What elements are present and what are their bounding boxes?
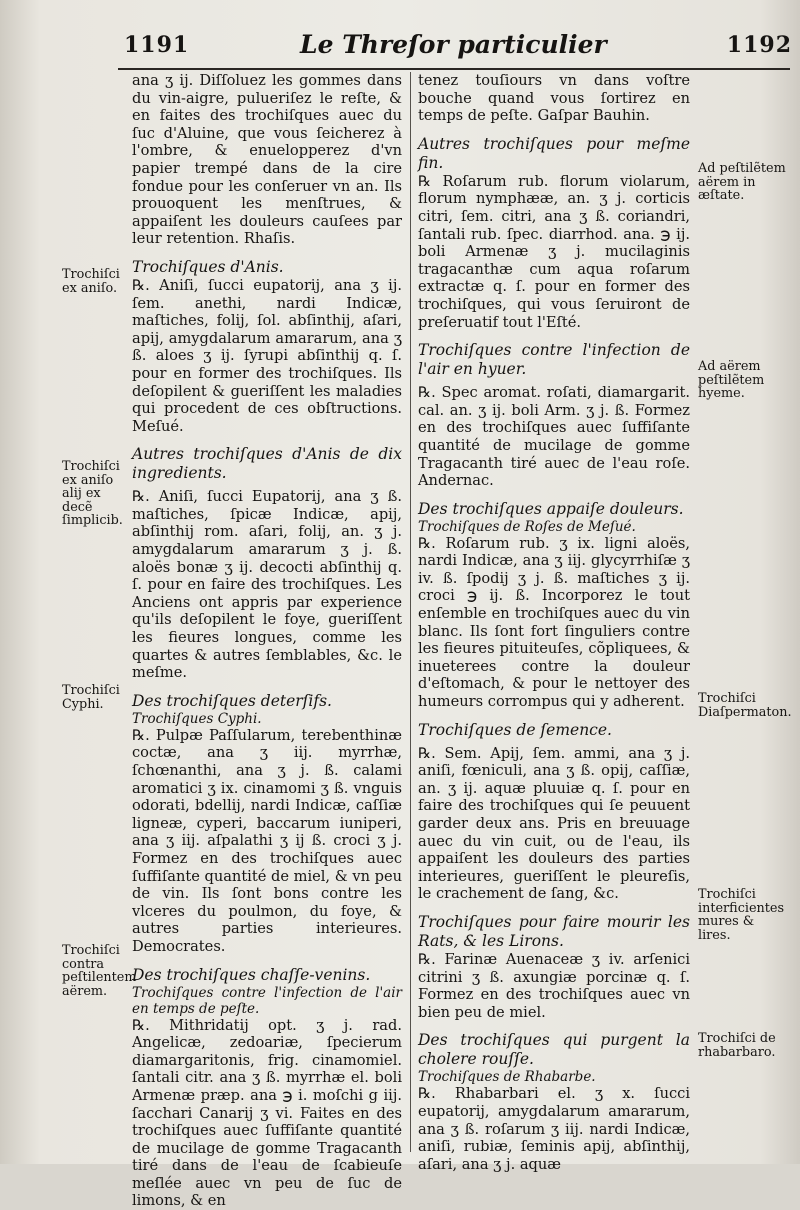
right-page-number: 1192 xyxy=(726,32,792,58)
section-subheading: Trochiſques de Roſes de Meſué. xyxy=(418,518,636,535)
left-column xyxy=(132,72,402,1210)
margin-note: Trochiſci ex aniſo alij ex decẽ ſimplicib. xyxy=(62,459,123,528)
section-subheading: Trochiſques de Rhabarbe. xyxy=(418,1069,596,1086)
margin-note: Trochiſci Diaſpermaton. xyxy=(698,691,792,720)
section-subheading: Trochiſques Cyphi. xyxy=(132,710,262,727)
running-title: Le Threſor particulier xyxy=(300,30,607,59)
page-header xyxy=(0,32,800,68)
section-heading: Autres trochiſques pour meſme fin. xyxy=(418,134,690,172)
margin-note: Ad peſtilẽtem aërem in æſtate. xyxy=(698,161,786,203)
section-heading: Autres trochiſques d'Anis de dix ingredients. xyxy=(132,445,402,483)
paragraph: ℞. Mithridatij opt. ʒ j. rad. Angelicæ, zedoariæ, ſpecierum diamargaritonis, frig. cinamomiel. ſantali citr. ana ʒ ß. myrrhæ el. boli Armenæ præp. ana ℈ i. moſchi g iij. ſacchari Canarij ʒ vi. Faites en des trochiſques auec ſuffiſante quantité de mucilage de gomme Tragacanth tiré dans de l'eau de ſcabieuſe meſlée auec vn peu de ſuc de limons, & en xyxy=(132,1016,402,1210)
right-column xyxy=(418,72,690,1173)
section-heading: Trochiſques d'Anis. xyxy=(132,257,284,276)
margin-note: Trochiſci interficientes mures & lires. xyxy=(698,887,785,943)
margin-note: Trochiſci Cyphi. xyxy=(62,683,120,712)
paragraph: ℞. Sem. Apij, ſem. ammi, ana ʒ j. aniſi, fœniculi, ana ʒ ß. opij, caſſiæ, an. ʒ ij. aquæ pluuiæ q. ſ. pour en faire des trochiſques qui ſe peuuent garder deux ans. Pris en breuuage auec du vin cuit, ou de l'eau, ils appaiſent les douleurs des parties interieures, gueriſſent le pleureſis, le crachement de ſang, &c. xyxy=(418,744,690,903)
paragraph: ℞. Aniſi, ſucci Eupatorij, ana ʒ ß. maſtiches, ſpicæ Indicæ, apij, abſinthij rom. aſari, folij, an. ʒ j. amygdalarum amararum ʒ j. ß. aloës bonæ ʒ ij. decocti abſinthij q. ſ. pour en faire des trochiſques. Les Anciens ont appris par experience qu'ils deſopilent le foye, gueriſſent les fieures longues, comme les quartes & autres ſemblables, &c. le meſme. xyxy=(132,488,402,682)
margin-note: Trochiſci ex aniſo. xyxy=(62,267,120,296)
margin-note: Trochiſci de rhabarbaro. xyxy=(698,1031,776,1060)
section-subheading: Trochiſques contre l'infection de l'air en temps de peſte. xyxy=(132,984,402,1017)
paragraph: ℞. Pulpæ Paſſularum, terebenthinæ coctæ, ana ʒ iij. myrrhæ, ſchœnanthi, ana ʒ j. ß. calami aromatici ʒ ix. cinamomi ʒ ß. vnguis odorati, bdellij, nardi Indicæ, caſſiæ ligneæ, cyperi, baccarum iuniperi, ana ʒ iij. aſpalathi ʒ ij ß. croci ʒ j. Formez en des trochiſques auec ſuffiſante quantité de miel, & vn peu de vin. Ils ſont bons contre les vlceres du poulmon, du foye, & autres parties interieures. Democrates. xyxy=(132,726,402,955)
paragraph: ℞. Spec aromat. roſati, diamargarit. cal. an. ʒ ij. boli Arm. ʒ j. ß. Formez en des trochiſques auec ſuffiſante quantité de mucilage de gomme Tragacanth tiré auec de l'eau roſe. Andernac. xyxy=(418,384,690,490)
section-heading: Des trochiſques chaſſe-venins. xyxy=(132,965,371,984)
section-heading: Trochiſques de ſemence. xyxy=(418,720,612,739)
margin-note: Trochiſci contra peſtilentem aërem. xyxy=(62,943,137,999)
section-heading: Trochiſques contre l'infection de l'air en hyuer. xyxy=(418,341,690,379)
paragraph: ℞ Roſarum rub. florum violarum, florum nymphææ, an. ʒ j. corticis citri, ſem. citri, ana ʒ ß. coriandri, ſantali rub. ſpec. diarrhod. ana. ℈ ij. boli Armenæ ʒ j. mucilaginis tragacanthæ cum aqua roſarum extractæ q. ſ. pour en former des trochiſques, qui vous ſeruiront de preſeruatif tout l'Eſté. xyxy=(418,172,690,331)
section-heading: Des trochiſques qui purgent la cholere rouſſe. xyxy=(418,1031,690,1069)
section-heading: Trochiſques pour faire mourir les Rats, & les Lirons. xyxy=(418,912,690,950)
header-rule xyxy=(118,68,790,70)
section-heading: Des trochiſques deterſifs. xyxy=(132,691,332,710)
column-divider xyxy=(410,72,411,1152)
paragraph: tenez touſiours vn dans voſtre bouche quand vous ſortirez en temps de peſte. Gaſpar Bauhin. xyxy=(418,72,690,125)
margin-note: Ad aërem peſtilẽtem hyeme. xyxy=(698,359,765,401)
paragraph: ℞. Aniſi, ſucci eupatorij, ana ʒ ij. ſem. anethi, nardi Indicæ, maſtiches, folij, ſol. abſinthij, aſari, apij, amygdalarum amararum, ana ʒ ß. aloes ʒ ij. ſyrupi abſinthij q. ſ. pour en former des trochiſques. Ils deſopilent & gueriſſent les maladies qui procedent de ces obſtructions. Meſué. xyxy=(132,276,402,435)
left-page-number: 1191 xyxy=(124,32,190,58)
paragraph: ℞. Farinæ Auenaceæ ʒ iv. arſenici citrini ʒ ß. axungiæ porcinæ q. ſ. Formez en des trochiſques auec vn bien peu de miel. xyxy=(418,950,690,1021)
paragraph: ℞. Rhabarbari el. ʒ x. ſucci eupatorij, amygdalarum amararum, ana ʒ ß. roſarum ʒ iij. nardi Indicæ, aniſi, rubiæ, ſeminis apij, abſinthij, aſari, ana ʒ j. aquæ xyxy=(418,1085,690,1173)
paragraph: ana ʒ ij. Diſſoluez les gommes dans du vin-aigre, pulueriſez le reſte, & en faites des trochiſques auec du ſuc d'Aluine, que vous ſeicherez à l'ombre, & enuelopperez d'vn papier trempé dans de la cire fondue pour les conſeruer vn an. Ils prouoquent les menſtrues, & appaiſent les douleurs cauſees par leur retention. Rhaſis. xyxy=(132,72,402,248)
section-heading: Des trochiſques appaiſe douleurs. xyxy=(418,499,684,518)
paragraph: ℞. Roſarum rub. ʒ ix. ligni aloës, nardi Indicæ, ana ʒ iij. glycyrrhiſæ ʒ iv. ß. ſpodij ʒ j. ß. maſtiches ʒ ij. croci ℈ ij. ß. Incorporez le tout enſemble en trochiſques auec du vin blanc. Ils ſont fort ſinguliers contre les fieures pituiteuſes, cõpliquees, & inueterees contre la douleur d'eſtomach, & pour le nettoyer des humeurs corrompus qui y adherent. xyxy=(418,534,690,711)
